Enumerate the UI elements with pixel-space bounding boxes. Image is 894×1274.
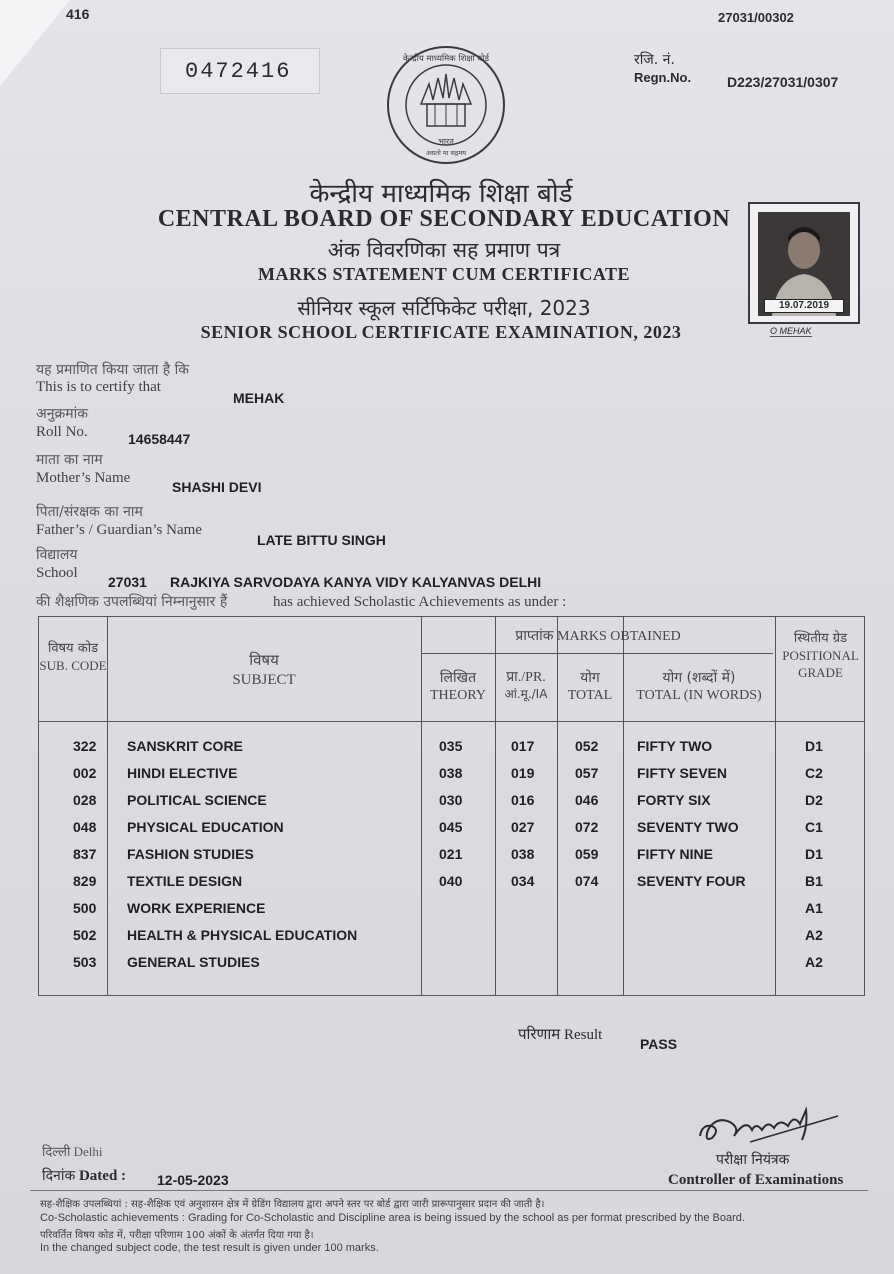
board-title: CENTRAL BOARD OF SECONDARY EDUCATION [157, 206, 731, 232]
cell-pr: 019 [511, 765, 535, 781]
top-right-code: 27031/00302 [718, 10, 794, 25]
table-row [39, 900, 866, 926]
theory-header [421, 669, 495, 705]
practical-header-line2: आं.मू./IA [504, 687, 548, 702]
subject-header-english: SUBJECT [232, 671, 296, 688]
school-label: School [36, 565, 78, 581]
candidate-photo-frame [748, 202, 860, 324]
grade-header [775, 631, 866, 682]
statement-title-hindi: अंक विवरणिका सह प्रमाण पत्र [327, 238, 561, 262]
school-code: 27031 [108, 574, 147, 590]
certify-label-hindi: यह प्रमाणित किया जाता है कि [36, 362, 190, 378]
cell-total: 057 [575, 765, 599, 781]
cell-grade: C2 [805, 765, 823, 781]
marks-obtained-header [421, 627, 775, 646]
footnote-1-hindi: सह-शैक्षिक उपलब्धियां : सह-शैक्षिक एवं अनुशासन क्षेत्र में ग्रेडिंग विद्यालय द्वारा अपने स्तर पर बोर्ड द्वारा जारी प्रारूपानुसार प्रदान की जाती है। [40, 1199, 545, 1210]
cell-code: 500 [73, 900, 97, 916]
controller-title: Controller of Examinations [668, 1172, 844, 1188]
footnote-2-hindi: परिवर्तित विषय कोड में, परीक्षा परिणाम 100 अंकों के अंतर्गत दिया गया है। [40, 1230, 314, 1241]
cell-theory: 038 [439, 765, 463, 781]
cell-total: 052 [575, 738, 599, 754]
achieved-label-hindi: की शैक्षणिक उपलब्धियां निम्नानुसार हैं [36, 594, 228, 610]
grade-header-english: POSITIONAL GRADE [782, 647, 859, 680]
cell-grade: C1 [805, 819, 823, 835]
emblem-motto-text: असतो मा सद्गमय [426, 149, 466, 157]
cell-grade: A1 [805, 900, 823, 916]
exam-title: SENIOR SCHOOL CERTIFICATE EXAMINATION, 2023 [200, 322, 682, 342]
roll-label: Roll No. [36, 424, 88, 440]
controller-signature-icon [690, 1096, 840, 1156]
cell-code: 322 [73, 738, 97, 754]
cell-total: 059 [575, 846, 599, 862]
mother-label-hindi: माता का नाम [36, 452, 103, 468]
cell-code: 837 [73, 846, 97, 862]
table-row [39, 792, 866, 818]
mother-name: SHASHI DEVI [172, 479, 262, 495]
total-header [557, 669, 623, 705]
regn-label: Regn.No. [634, 70, 692, 85]
code-header-hindi: विषय कोड [47, 641, 99, 656]
cell-pr: 016 [511, 792, 535, 808]
place-english: Delhi [73, 1144, 103, 1159]
exam-title-hindi: सीनियर स्कूल सर्टिफिकेट परीक्षा, 2023 [297, 296, 591, 320]
code-header [39, 641, 107, 675]
cbse-emblem-icon [385, 44, 507, 166]
subject-header-hindi: विषय [249, 651, 279, 669]
cell-grade: D2 [805, 792, 823, 808]
serial-number: 0472416 [160, 48, 320, 94]
table-row [39, 873, 866, 899]
total-words-header [623, 669, 775, 705]
cell-subject: GENERAL STUDIES [127, 954, 260, 970]
table-row [39, 738, 866, 764]
statement-title: MARKS STATEMENT CUM CERTIFICATE [257, 264, 631, 284]
regn-number: D223/27031/0307 [727, 74, 839, 90]
code-header-english: SUB. CODE [39, 657, 107, 673]
emblem-country-text: भारत [438, 137, 454, 146]
cell-words: SEVENTY TWO [637, 819, 739, 835]
total-header-hindi: योग [580, 670, 600, 686]
regn-label-hindi: रजि. नं. [634, 52, 675, 68]
marks-header-english: MARKS OBTAINED [557, 629, 681, 644]
cell-total: 074 [575, 873, 599, 889]
achieved-label: has achieved Scholastic Achievements as under : [273, 594, 567, 610]
marks-header-hindi: प्राप्तांक [515, 628, 554, 644]
cell-code: 048 [73, 819, 97, 835]
subject-header [107, 651, 421, 690]
cell-code: 002 [73, 765, 97, 781]
cell-code: 829 [73, 873, 97, 889]
cell-subject: HINDI ELECTIVE [127, 765, 238, 781]
cell-theory: 045 [439, 819, 463, 835]
cell-subject: PHYSICAL EDUCATION [127, 819, 284, 835]
total-header-english: TOTAL [567, 688, 613, 704]
cell-code: 503 [73, 954, 97, 970]
cell-pr: 038 [511, 846, 535, 862]
place-label [42, 1142, 102, 1160]
result-value: PASS [640, 1036, 678, 1052]
table-row [39, 819, 866, 845]
father-name: LATE BITTU SINGH [257, 532, 386, 548]
issue-date: 12-05-2023 [157, 1172, 229, 1188]
mother-label: Mother’s Name [36, 470, 131, 486]
total-words-header-english: TOTAL (IN WORDS) [636, 688, 762, 704]
cell-words: SEVENTY FOUR [637, 873, 746, 889]
folded-corner [0, 0, 70, 86]
dated-english: Dated : [78, 1168, 127, 1184]
dated-hindi: दिनांक [42, 1168, 76, 1184]
cell-words: FIFTY NINE [637, 846, 713, 862]
top-left-number: 416 [66, 6, 90, 22]
result-label [518, 1024, 602, 1044]
cell-subject: TEXTILE DESIGN [127, 873, 243, 889]
practical-header [495, 669, 557, 703]
result-label-english: Result [564, 1027, 603, 1043]
photo-signature: O MEHAK [770, 326, 812, 336]
candidate-name: MEHAK [233, 390, 285, 406]
footnote-1: Co-Scholastic achievements : Grading for Co-Scholastic and Discipline area is being issued by the school as per format prescribed by the Board. [40, 1212, 745, 1224]
cell-theory: 040 [439, 873, 463, 889]
cell-theory: 030 [439, 792, 463, 808]
roll-number: 14658447 [128, 431, 191, 447]
table-row [39, 765, 866, 791]
cell-words: FIFTY SEVEN [637, 765, 727, 781]
table-row [39, 927, 866, 953]
cell-theory: 021 [439, 846, 463, 862]
dated-label [42, 1166, 126, 1185]
controller-title-hindi: परीक्षा नियंत्रक [716, 1152, 790, 1168]
candidate-photo [758, 212, 850, 316]
school-label-hindi: विद्यालय [36, 547, 78, 563]
cell-grade: D1 [805, 846, 823, 862]
school-name: RAJKIYA SARVODAYA KANYA VIDY KALYANVAS DELHI [170, 574, 542, 590]
cell-grade: D1 [805, 738, 823, 754]
certify-label: This is to certify that [36, 379, 161, 395]
cell-subject: POLITICAL SCIENCE [127, 792, 267, 808]
cell-subject: SANSKRIT CORE [127, 738, 243, 754]
practical-header-line1: प्रा./PR. [506, 670, 546, 685]
cell-code: 028 [73, 792, 97, 808]
cell-subject: WORK EXPERIENCE [127, 900, 266, 916]
cell-total: 046 [575, 792, 599, 808]
emblem-top-text: केन्द्रीय माध्यमिक शिक्षा बोर्ड [402, 54, 490, 64]
cell-words: FIFTY TWO [637, 738, 713, 754]
total-words-header-hindi: योग (शब्दों में) [662, 670, 736, 686]
cell-pr: 017 [511, 738, 535, 754]
photo-date: 19.07.2019 [764, 299, 844, 313]
table-row [39, 954, 866, 980]
cell-grade: A2 [805, 954, 823, 970]
table-row [39, 846, 866, 872]
marks-table [38, 616, 865, 996]
result-label-hindi: परिणाम [518, 1025, 561, 1043]
cell-total: 072 [575, 819, 599, 835]
cell-subject: HEALTH & PHYSICAL EDUCATION [127, 927, 358, 943]
cell-theory: 035 [439, 738, 463, 754]
father-label: Father’s / Guardian’s Name [36, 522, 202, 538]
cell-words: FORTY SIX [637, 792, 711, 808]
grade-header-hindi: स्थितीय ग्रेड [793, 631, 848, 646]
roll-label-hindi: अनुक्रमांक [36, 406, 88, 422]
footnote-2: In the changed subject code, the test result is given under 100 marks. [40, 1242, 379, 1254]
cell-pr: 027 [511, 819, 535, 835]
theory-header-english: THEORY [430, 688, 486, 704]
cell-pr: 034 [511, 873, 535, 889]
place-hindi: दिल्ली [42, 1145, 71, 1160]
cell-code: 502 [73, 927, 97, 943]
board-title-hindi: केन्द्रीय माध्यमिक शिक्षा बोर्ड [309, 179, 573, 209]
footer-divider [30, 1190, 868, 1191]
cell-grade: B1 [805, 873, 823, 889]
theory-header-hindi: लिखित [439, 670, 477, 686]
cell-subject: FASHION STUDIES [127, 846, 254, 862]
cell-grade: A2 [805, 927, 823, 943]
father-label-hindi: पिता/संरक्षक का नाम [36, 504, 143, 520]
